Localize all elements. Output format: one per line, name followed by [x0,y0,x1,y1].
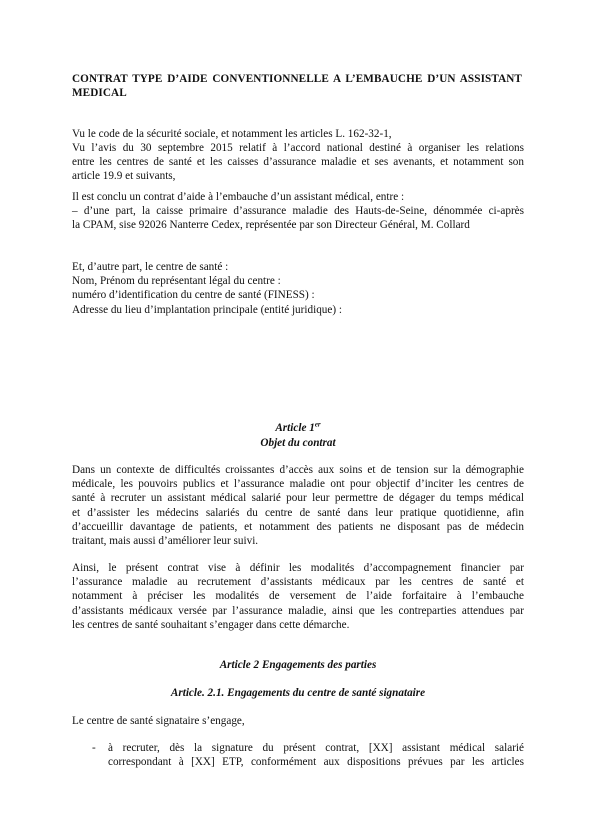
other-party-block [72,260,524,317]
text-line: traitant, mais aussi d’améliorer leur suivi. [72,535,259,548]
text-line: médicale, les pouvoirs publics et l’assurance maladie ont pour objectif d’inciter les centres de [72,478,524,491]
other-party-heading: Et, d’autre part, le centre de santé : [72,261,229,273]
document-title: CONTRAT TYPE D’AIDE CONVENTIONNELLE A L’EMBAUCHE D’UN ASSISTANT MEDICAL [72,73,522,99]
text-line: santé à recruter un assistant médical salarié pour leur permettre de dégager du temps médical [72,492,524,505]
text-line: Le centre de santé signataire s’engage, [72,715,245,727]
article-1-heading-sup: er [314,420,321,429]
text-line: correspondant à [XX] ETP, conformément aux dispositions prévues par les articles [108,756,524,769]
preamble-line-1 [72,127,524,141]
text-line: Ainsi, le présent contrat vise à définir les modalités d’accompagnement financier par [72,562,524,574]
article-1-paragraph-1 [72,463,524,548]
text-line: entre les centres de santé et les caisses d’assurance maladie et ses avenants, et notamment son [72,156,524,169]
list-bullet: - [92,742,96,754]
article-1-subheading: Objet du contrat [260,437,336,449]
text-line: Dans un contexte de difficultés croissantes d’accès aux soins et de tension sur la démographie [72,464,524,476]
text-line: d’assistants médicaux versée par l’assurance maladie, ainsi que les contreparties attendues par [72,604,524,617]
preamble-paragraph-3 [72,190,524,233]
article-1-paragraph-2 [72,561,524,632]
article-2-heading: Article 2 Engagements des parties [219,659,377,671]
text-line: et d’assister les médecins salariés du centre de santé dans leur pratique quotidienne, afin [72,506,524,519]
text-line: l’assurance maladie au recrutement d’assistants médicaux par les centres de santé et [72,576,524,589]
list-item [108,741,524,769]
text-line: Vu l’avis du 30 septembre 2015 relatif à l’accord national destiné à organiser les relations [72,142,524,154]
text-line: article 19.9 et suivants, [72,170,176,183]
text-line: notamment à préciser les modalités de versement de l’aide forfaitaire à l’embauche [72,590,524,603]
finess-field: numéro d’identification du centre de santé (FINESS) : [72,289,315,302]
text-line: Il est conclu un contrat d’aide à l’embauche d’un assistant médical, entre : [72,191,405,203]
text-line: la CPAM, sise 92026 Nanterre Cedex, représentée par son Directeur Général, M. Collard [72,219,470,232]
text-line: Vu le code de la sécurité sociale, et notamment les articles L. 162-32-1, [72,128,392,140]
article-2-1-intro [72,714,524,728]
preamble-paragraph-2 [72,141,524,184]
legal-representative-field: Nom, Prénom du représentant légal du centre : [72,275,281,288]
text-line: les centres de santé souhaitant s’engager dans cette démarche. [72,618,350,631]
text-line: d’accueillir davantage de patients, et notamment des patients ne disposant pas de médecin [72,520,524,533]
article-1-heading [72,421,524,435]
text-line: – d’une part, la caisse primaire d’assurance maladie des Hauts-de-Seine, dénommée ci-après [72,205,524,218]
article-2-1-heading: Article. 2.1. Engagements du centre de santé signataire [170,687,426,699]
address-field: Adresse du lieu d’implantation principale (entité juridique) : [72,303,342,316]
article-1-heading-text: Article 1 [275,422,315,434]
text-line: à recruter, dès la signature du présent contrat, [XX] assistant médical salarié [108,742,524,754]
